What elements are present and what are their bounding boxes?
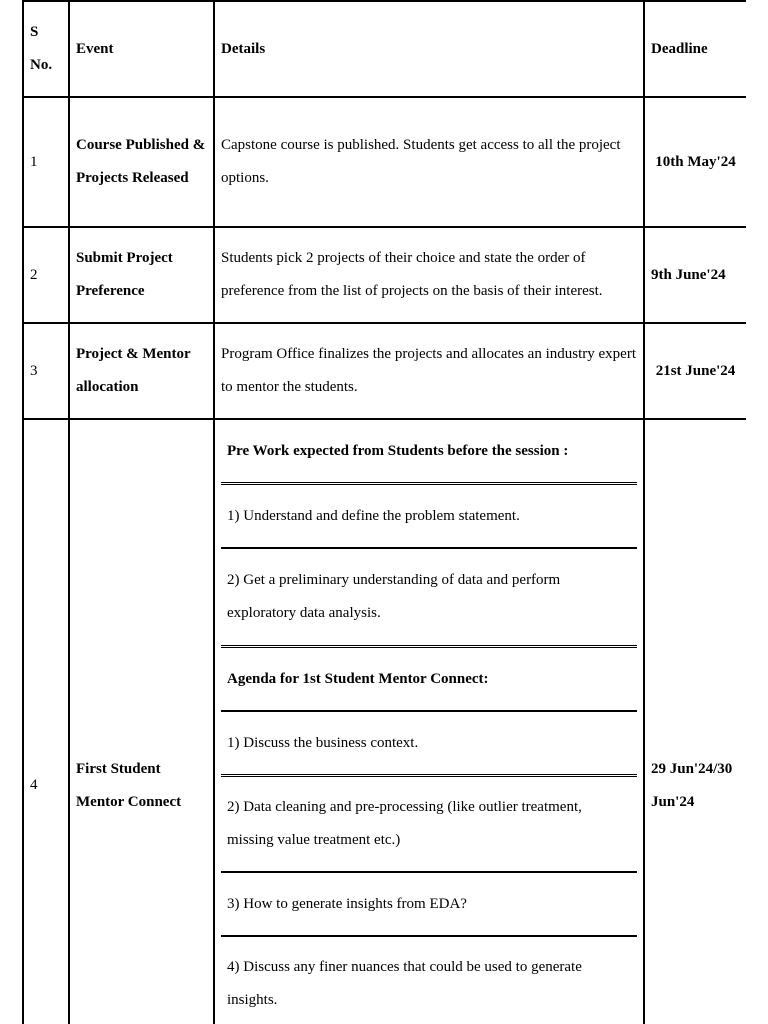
list-item: 1) Discuss the business context.	[221, 712, 637, 777]
table-row	[23, 419, 746, 1024]
agenda-heading: Agenda for 1st Student Mentor Connect:	[221, 648, 637, 712]
row-event: Project & Mentor allocation	[69, 323, 214, 419]
list-item: 2) Data cleaning and pre-processing (like outlier treatment, missing value treatment etc.)	[221, 777, 637, 873]
row-sno: 3	[23, 323, 69, 419]
header-event: Event	[69, 1, 214, 97]
prework-heading: Pre Work expected from Students before the session :	[221, 420, 637, 485]
list-item: 1) Understand and define the problem statement.	[221, 485, 637, 549]
row-sno: 4	[23, 419, 69, 1024]
document-page	[22, 0, 746, 1024]
table-row	[23, 323, 746, 419]
row-event: First Student Mentor Connect	[69, 419, 214, 1024]
table-row	[23, 97, 746, 227]
row-details-nested	[214, 419, 644, 1024]
list-item: 2) Get a preliminary understanding of data and perform exploratory data analysis.	[221, 549, 637, 648]
schedule-table	[22, 0, 746, 1024]
row-event: Submit Project Preference	[69, 227, 214, 323]
row-details: Capstone course is published. Students get access to all the project options.	[214, 97, 644, 227]
row-sno: 1	[23, 97, 69, 227]
row-event: Course Published & Projects Released	[69, 97, 214, 227]
table-row	[23, 227, 746, 323]
row-details: Program Office finalizes the projects and allocates an industry expert to mentor the students.	[214, 323, 644, 419]
row-deadline: 10th May'24	[644, 97, 746, 227]
row-deadline: 9th June'24	[644, 227, 746, 323]
header-details: Details	[214, 1, 644, 97]
list-item: 4) Discuss any finer nuances that could be used to generate insights.	[227, 959, 582, 1008]
row-details: Students pick 2 projects of their choice and state the order of preference from the list of projects on the basis of their interest.	[214, 227, 644, 323]
header-sno: S No.	[23, 1, 69, 97]
list-item: 3) How to generate insights from EDA?	[221, 873, 637, 937]
row-deadline: 29 Jun'24/30 Jun'24	[644, 419, 746, 1024]
header-deadline: Deadline	[644, 1, 746, 97]
row-deadline: 21st June'24	[644, 323, 746, 419]
row-sno: 2	[23, 227, 69, 323]
header-row	[23, 1, 746, 97]
